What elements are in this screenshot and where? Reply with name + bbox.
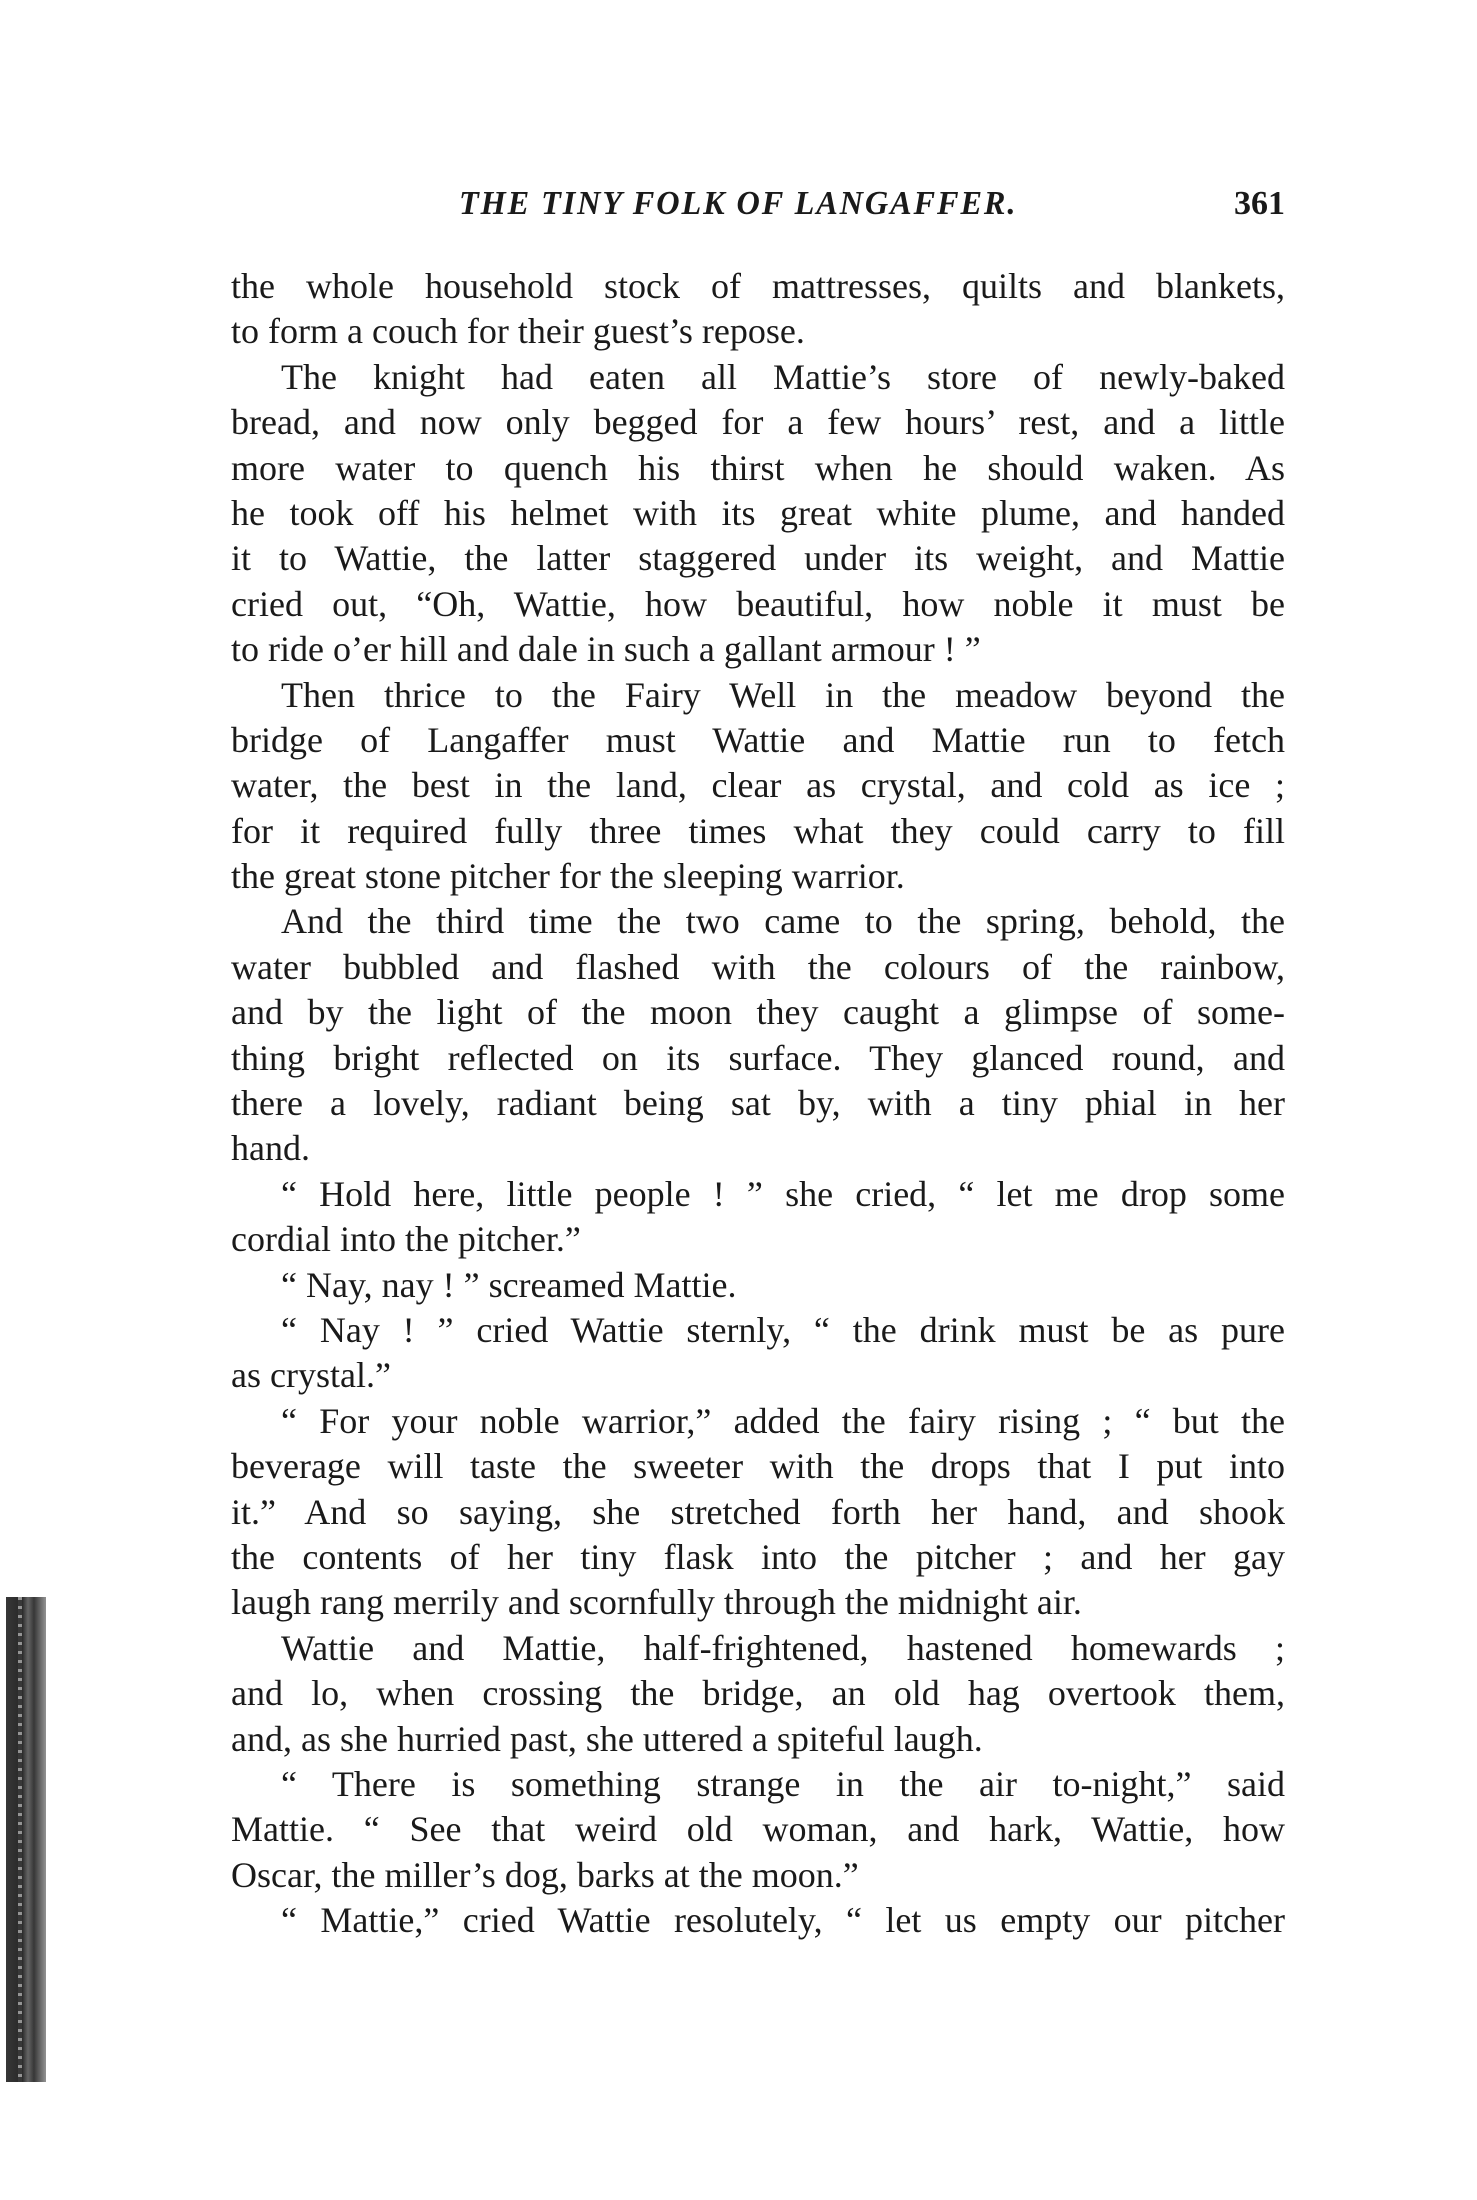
page-header bbox=[231, 185, 1285, 230]
text-line: “ There is something strange in the air to-night,” said bbox=[281, 1763, 1285, 1804]
text-line: “ Nay ! ” cried Wattie sternly, “ the drink must be as pure bbox=[281, 1309, 1285, 1350]
text-line: laugh rang merrily and scornfully through the midnight air. bbox=[231, 1582, 1082, 1623]
text-line: Oscar, the miller’s dog, barks at the moon.” bbox=[231, 1854, 859, 1895]
text-line: beverage will taste the sweeter with the drops that I put into bbox=[231, 1446, 1285, 1487]
text-line: it.” And so saying, she stretched forth her hand, and shook bbox=[231, 1491, 1285, 1532]
text-line: cordial into the pitcher.” bbox=[231, 1219, 581, 1260]
text-line: bread, and now only begged for a few hours’ rest, and a little bbox=[231, 402, 1285, 443]
text-line: water, the best in the land, clear as crystal, and cold as ice ; bbox=[231, 765, 1285, 806]
text-line: as crystal.” bbox=[231, 1355, 391, 1396]
body-text bbox=[231, 264, 1285, 1943]
text-line: And the third time the two came to the spring, behold, the bbox=[281, 901, 1285, 942]
text-line: to ride o’er hill and dale in such a gallant armour ! ” bbox=[231, 629, 981, 670]
text-line: and, as she hurried past, she uttered a spiteful laugh. bbox=[231, 1718, 983, 1759]
text-line: bridge of Langaffer must Wattie and Mattie run to fetch bbox=[231, 719, 1285, 760]
text-line: “ For your noble warrior,” added the fairy rising ; “ but the bbox=[281, 1400, 1285, 1441]
text-line: he took off his helmet with its great white plume, and handed bbox=[231, 492, 1285, 533]
text-line: “ Hold here, little people ! ” she cried, “ let me drop some bbox=[281, 1173, 1285, 1214]
text-line: cried out, “Oh, Wattie, how beautiful, how noble it must be bbox=[231, 583, 1285, 624]
text-line: thing bright reflected on its surface. They glanced round, and bbox=[231, 1037, 1285, 1078]
text-line: the contents of her tiny flask into the pitcher ; and her gay bbox=[231, 1536, 1285, 1577]
scan-binding-edge bbox=[6, 1597, 46, 2082]
page-number: 361 bbox=[1234, 185, 1285, 222]
text-line: Wattie and Mattie, half-frightened, hastened homewards ; bbox=[281, 1627, 1285, 1668]
text-line: for it required fully three times what they could carry to fill bbox=[231, 810, 1285, 851]
text-line: the whole household stock of mattresses, quilts and blankets, bbox=[231, 266, 1285, 306]
text-line: the great stone pitcher for the sleeping warrior. bbox=[231, 856, 905, 897]
text-line: and lo, when crossing the bridge, an old hag overtook them, bbox=[231, 1673, 1285, 1714]
text-line: it to Wattie, the latter staggered under its weight, and Mattie bbox=[231, 538, 1285, 579]
text-line: “ Nay, nay ! ” screamed Mattie. bbox=[281, 1264, 737, 1305]
text-line: hand. bbox=[231, 1128, 310, 1169]
text-line: more water to quench his thirst when he should waken. As bbox=[231, 447, 1285, 488]
text-line: there a lovely, radiant being sat by, with a tiny phial in her bbox=[231, 1083, 1285, 1124]
text-line: The knight had eaten all Mattie’s store of newly-baked bbox=[281, 356, 1285, 397]
text-line: Then thrice to the Fairy Well in the meadow beyond the bbox=[281, 674, 1285, 715]
running-title: THE TINY FOLK OF LANGAFFER. bbox=[459, 185, 1018, 222]
text-line: Mattie. “ See that weird old woman, and hark, Wattie, how bbox=[231, 1809, 1285, 1850]
text-line: “ Mattie,” cried Wattie resolutely, “ let us empty our pitcher bbox=[281, 1900, 1285, 1941]
text-line: water bubbled and flashed with the colours of the rainbow, bbox=[231, 946, 1285, 987]
text-line: to form a couch for their guest’s repose. bbox=[231, 311, 805, 352]
text-line: and by the light of the moon they caught a glimpse of some- bbox=[231, 992, 1285, 1033]
